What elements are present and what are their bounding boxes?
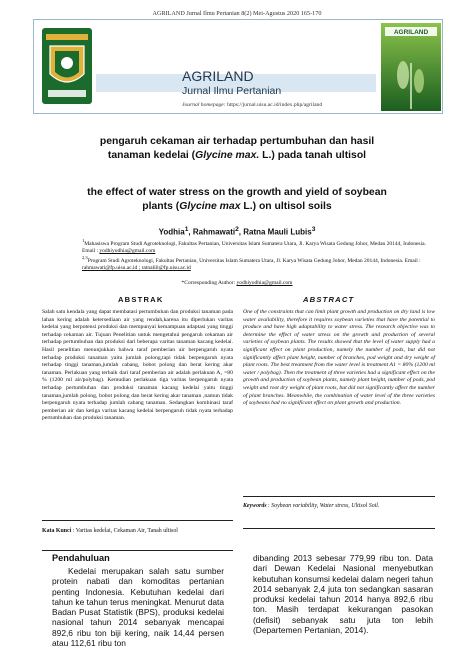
title-en-part: L.) on ultisol soils bbox=[240, 200, 332, 212]
affil-mark: 2,3 bbox=[82, 255, 88, 260]
divider bbox=[243, 528, 435, 529]
author-name: Ratna Mauli Lubis bbox=[243, 227, 312, 237]
kw-label: Keywords bbox=[243, 503, 267, 509]
author-name: Yodhia bbox=[158, 227, 185, 237]
article-title-english bbox=[34, 186, 440, 213]
corresponding-author bbox=[0, 280, 474, 286]
corresp-email-link[interactable]: yodhiyodhia@gmail.com bbox=[236, 280, 293, 286]
abstract-text: One of the constraints that can limit plant growth and production on dry land is low water availability, therefore it requires soybean varieties that have the potential to produce and have high adaptability to water stress. The research objective was to determine the effect of water stress on the growth and production of several varieties of soybean plants. The results showed that the level of water supply had a significant effect on plant production, namely the number of pods, but did not significantly affect plant height, number of branches, pod weight and dry weight of plant roots. The best treatment from the water level is treatment A1 = 80% (1200 ml water / polybag). Then the treatment of three varieties had a significant effect on the growth and production of soybean plants, namely plant height, number of pods, pod weight and root dry weight of plant roots, but did not significantly affect the number of plant branches. Meanwhile, the combination of water level of the three varieties of soybeans had no significant effect on plant growth and production. bbox=[243, 309, 435, 407]
author-affil-mark: 3 bbox=[311, 226, 316, 233]
affil-text: Program Studi Agroteknologi, Fakultas Pertanian, Universitas Islam Sumatera Utara, Jl. Karya Wisata Gedung Johor, Medan 20144, Indonesia. Email : bbox=[87, 257, 421, 264]
kw-label: Kata Kunci bbox=[42, 528, 72, 534]
title-id-line1: pengaruh cekaman air terhadap pertumbuhan dan hasil bbox=[99, 136, 375, 147]
university-logo bbox=[40, 26, 94, 106]
affiliation-1 bbox=[82, 237, 432, 255]
corresp-label: *Corresponding Author: bbox=[181, 280, 237, 286]
kata-kunci: Kata Kunci : Varitas kedelai, Cekaman Air, Tanah ultisol bbox=[42, 528, 178, 534]
journal-subtitle: Jurnal Ilmu Pertanian bbox=[182, 85, 282, 97]
homepage-url[interactable]: https://jurnal.uisu.ac.id/index.php/agriland bbox=[227, 102, 323, 108]
title-id-part: L.) pada tanah ultisol bbox=[259, 149, 367, 161]
affil-email-link[interactable]: rahmawati@fp.uisu.ac.id ; ratnalili@fp.uisu.ac.id bbox=[82, 265, 191, 272]
kw-value: Varitas kedelai, Cekaman Air, Tanah ultisol bbox=[75, 528, 178, 534]
title-id-species: Glycine max. bbox=[195, 149, 260, 161]
divider bbox=[243, 496, 435, 497]
abstrak-heading: ABSTRAK bbox=[118, 295, 164, 304]
title-en-line1: the effect of water stress on the growth and yield of soybean bbox=[87, 187, 387, 198]
abstrak-text: Salah satu kendala yang dapat membatasi pertumbuhan dan produksi tanaman pada lahan kering adalah ketersediaan air yang rendah,karena itu diperlukan varitas kedelai yang berpotensi produksi dan mempunyai kemampuan adaptasi yang tinggi terhadap cekaman air. Tujuan Penelitian untuk mengetahui pengaruh cekaman air terhadap pertumbuhan dan produksi dari beberapa varitas tanaman kacang kedelai. Hasil penelitian menunjukkan bahwa taraf pemberian air berpengaruh nyata terhadap produksi tanaman yaitu jumlah polong,tapi tidak berpengaruh nyata terhadap tinggi tanaman,jumlah cabang, bobot polong dan berat kering akar tanaman. Perlakuan yang terbaik dari taraf pemberian air adalah perlakuan A₁ =80 % (1200 ml air/polybag). Kemudian perlakuan tiga varitas berpengaruh nyata terhadap pertumbuhan dan produksi tanaman kacang kedelai yaitu tinggi tanaman,jumlah polong, bobot polong dan berat kering akar tanaman ,namun tidak berpengaruh nyata terhadap jumlah cabang tanaman. Sedangkan kombinasi taraf pemberian air dan ketiga varitas kacang kedelai berpengaruh tidak nyata terhadap pertumbuhan dan produksi tanaman. bbox=[42, 309, 233, 422]
title-en-line2 bbox=[34, 200, 440, 214]
author-affil-mark: 1 bbox=[184, 226, 189, 233]
cover-title: AGRILAND bbox=[393, 29, 429, 36]
affiliation-2 bbox=[82, 254, 432, 272]
affil-mark: 1 bbox=[82, 238, 85, 243]
article-title-indonesian bbox=[40, 135, 434, 162]
journal-name: AGRILAND bbox=[182, 68, 254, 84]
journal-homepage bbox=[182, 102, 322, 108]
journal-cover-image bbox=[381, 23, 441, 111]
author-name: Rahmawati bbox=[192, 227, 236, 237]
title-en-part: plants ( bbox=[142, 200, 180, 212]
intro-text-right: dibanding 2013 sebesar 779,99 ribu ton. Data dari Dewan Kedelai Nasional menyebutkan kebutuhan konsumsi kedelai dalam negeri tahun 2014 sebanyak 2,4 juta ton sedangkan sasaran produksi kedelai tahun 2014 hanya 892,6 ribu ton. Masih terdapat kekurangan pasokan (defisit) sebanyak satu juta ton lebih (Departemen Pertanian, 2014). bbox=[253, 553, 433, 636]
abstract-heading: ABSTRACT bbox=[303, 295, 355, 304]
running-head: AGRILAND Jurnal Ilmu Pertanian 8(2) Mei-Agustus 2020 165-170 bbox=[152, 10, 322, 17]
homepage-label: Journal homepage: bbox=[182, 102, 226, 108]
intro-heading: Pendahuluan bbox=[52, 553, 110, 563]
title-en-species: Glycine max bbox=[179, 200, 241, 212]
intro-text-left: Kedelai merupakan salah satu sumber protein nabati dan komoditas pertanian penting Indonesia. Kebutuhan kedelai dari tahun ke tahun terus meningkat. Menurut data Badan Pusat Statistik (BPS), produksi kedelai nasional tahun 2014 sebanyak mencapai 892,6 ribu ton biji kering, naik 14,44 persen atau 112,61 ribu ton bbox=[52, 566, 224, 649]
title-id-line2 bbox=[40, 149, 434, 163]
affil-text: Mahasiswa Program Studi Agroteknologi, Fakultas Pertanian, Universitas Islam Sumatera Utara, Jl. Karya Wisata Gedung Johor, Medan 20144, Indonesia. Email : bbox=[82, 240, 426, 255]
author-sep: , bbox=[188, 227, 193, 237]
author-list bbox=[0, 226, 474, 237]
author-affil-mark: 2 bbox=[235, 226, 239, 233]
divider bbox=[42, 550, 233, 551]
kw-value: Soybean variability, Water stress, Ultisol Soil. bbox=[271, 503, 380, 509]
journal-banner bbox=[33, 19, 443, 114]
author-sep: , bbox=[238, 227, 244, 237]
keywords: Keywords : Soybean variability, Water stress, Ultisol Soil. bbox=[243, 503, 380, 509]
affil-email-link[interactable]: yodhiyodhia@gmail.com bbox=[99, 248, 156, 255]
divider bbox=[42, 520, 233, 521]
title-id-part: tanaman kedelai ( bbox=[107, 149, 196, 161]
